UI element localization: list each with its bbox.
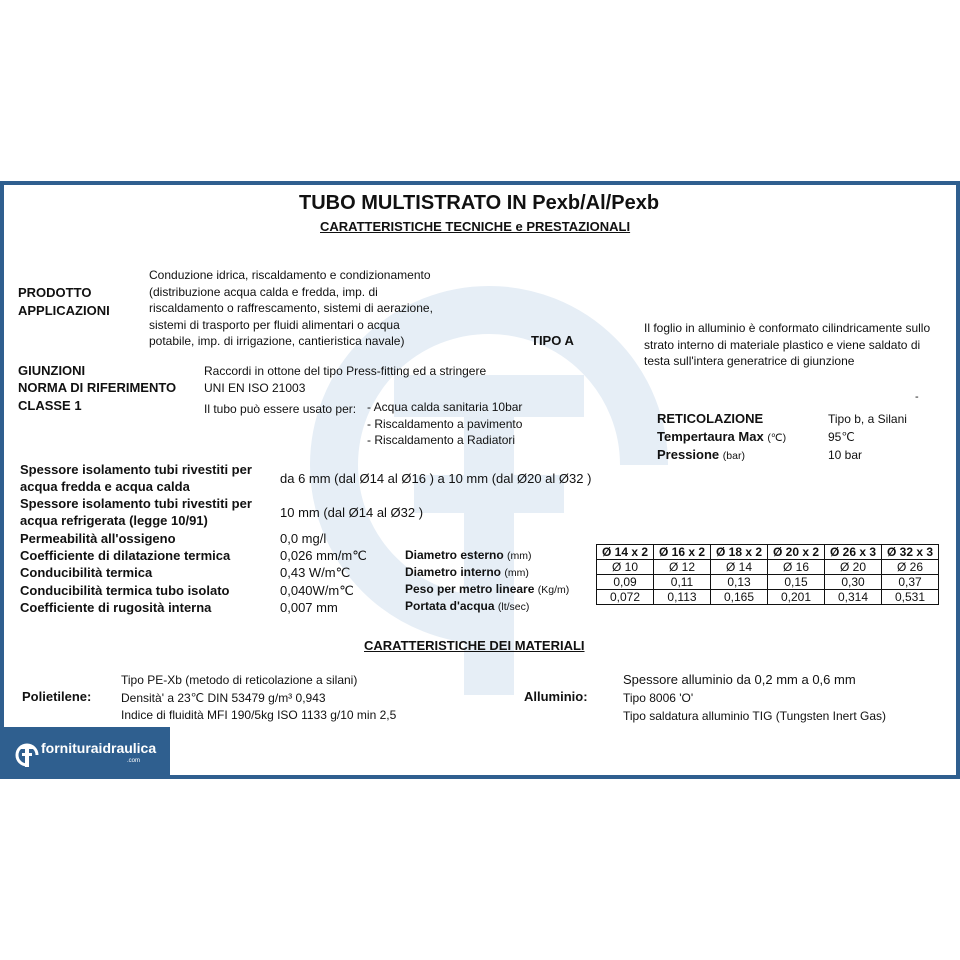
brand-mark-icon xyxy=(13,737,41,769)
norma-value: UNI EN ISO 21003 xyxy=(204,381,306,395)
table-cell: 0,314 xyxy=(825,590,882,605)
alluminio-line: Tipo 8006 'O' xyxy=(623,691,694,705)
classe-uses xyxy=(367,399,522,449)
isolamento-label-1: Spessore isolamento tubi rivestiti per acqua fredda e acqua calda xyxy=(20,462,252,494)
table-cell: Ø 26 x 3 xyxy=(825,545,882,560)
applicazioni-text xyxy=(149,267,433,350)
pressione-label: Pressione (bar) xyxy=(657,447,745,462)
property-label: Conducibilità termica tubo isolato xyxy=(20,582,230,598)
table-cell: 0,072 xyxy=(597,590,654,605)
reticolazione-label: RETICOLAZIONE xyxy=(657,411,764,426)
table-cell: Ø 20 xyxy=(825,560,882,575)
applicazioni-line: sistemi di trasporto per fluidi alimentari o acqua xyxy=(149,317,400,332)
property-value: 0,026 mm/m℃ xyxy=(280,548,367,564)
table-cell: Ø 16 x 2 xyxy=(654,545,711,560)
property-label: Coefficiente di rugosità interna xyxy=(20,599,212,615)
table-row xyxy=(597,560,939,575)
pressione-unit: (bar) xyxy=(722,450,745,462)
table-cell: 0,30 xyxy=(825,575,882,590)
alluminio-line: Tipo saldatura alluminio TIG (Tungsten Inert Gas) xyxy=(623,709,887,723)
temperatura-value: 95℃ xyxy=(828,430,855,444)
isolamento-value-2: 10 mm (dal Ø14 al Ø32 ) xyxy=(280,505,424,520)
row-label-peso: Peso per metro lineare (Kg/m) xyxy=(405,582,570,596)
temperatura-unit: (℃) xyxy=(767,432,787,444)
table-cell: 0,165 xyxy=(711,590,768,605)
properties-labels xyxy=(20,530,230,616)
property-value: 0,43 W/m℃ xyxy=(280,565,351,581)
tipo-label: TIPO A xyxy=(531,333,574,348)
table-cell: Ø 12 xyxy=(654,560,711,575)
materiali-heading: CARATTERISTICHE DEI MATERIALI xyxy=(364,638,585,653)
table-cell: Ø 26 xyxy=(882,560,939,575)
classe-use-item: - Riscaldamento a Radiatori xyxy=(367,433,516,447)
applicazioni-label: APPLICAZIONI xyxy=(18,303,110,318)
classe-use-item: - Riscaldamento a pavimento xyxy=(367,416,523,431)
alluminio-label: Alluminio: xyxy=(524,689,588,704)
brand-suffix: .com xyxy=(127,758,141,764)
table-header-row xyxy=(597,545,939,560)
pressione-value: 10 bar xyxy=(828,448,863,462)
tipo-line: testa sull'intera generatrice di giunzione xyxy=(644,354,855,368)
applicazioni-line: riscaldamento o raffrescamento, sistemi di aerazione, xyxy=(149,301,433,315)
table-cell: Ø 10 xyxy=(597,560,654,575)
brand-logo xyxy=(4,727,170,779)
isolamento-label-2: Spessore isolamento tubi rivestiti per acqua refrigerata (legge 10/91) xyxy=(20,496,252,528)
dimension-table xyxy=(596,544,939,605)
tipo-line: Il foglio in alluminio è conformato cilindricamente sullo xyxy=(644,321,931,335)
row-label-portata: Portata d'acqua (lt/sec) xyxy=(405,599,530,613)
page-subtitle: CARATTERISTICHE TECNICHE e PRESTAZIONALI xyxy=(320,219,631,234)
table-cell: Ø 14 x 2 xyxy=(597,545,654,560)
tipo-text xyxy=(644,320,930,370)
table-cell: Ø 18 x 2 xyxy=(711,545,768,560)
property-label: Conducibilità termica xyxy=(20,565,153,581)
applicazioni-line: Conduzione idrica, riscaldamento e condizionamento xyxy=(149,268,431,282)
polietilene-line: Densità' a 23℃ DIN 53479 g/m³ 0,943 xyxy=(121,690,326,705)
property-label: Permeabilità all'ossigeno xyxy=(20,531,176,546)
giunzioni-label: GIUNZIONI xyxy=(18,363,86,378)
table-cell: Ø 32 x 3 xyxy=(882,545,939,560)
prodotto-label: PRODOTTO xyxy=(18,285,92,300)
table-cell: 0,11 xyxy=(654,575,711,590)
table-cell: 0,09 xyxy=(597,575,654,590)
giunzioni-value: Raccordi in ottone del tipo Press-fitting ed a stringere xyxy=(204,364,487,378)
table-cell: 0,201 xyxy=(768,590,825,605)
polietilene-label: Polietilene: xyxy=(22,689,92,704)
applicazioni-line: (distribuzione acqua calda e fredda, imp. di xyxy=(149,284,378,299)
isolamento-value-1: da 6 mm (dal Ø14 al Ø16 ) a 10 mm (dal Ø20 al Ø32 ) xyxy=(280,471,592,486)
table-cell: 0,37 xyxy=(882,575,939,590)
dimension-row-labels xyxy=(405,547,569,615)
dash-mark: - xyxy=(915,391,919,403)
classe-use-item: - Acqua calda sanitaria 10bar xyxy=(367,400,523,414)
table-cell: 0,13 xyxy=(711,575,768,590)
polietilene-line: Tipo PE-Xb (metodo di reticolazione a silani) xyxy=(121,673,358,687)
alluminio-line: Spessore alluminio da 0,2 mm a 0,6 mm xyxy=(623,672,856,687)
property-value: 0,040W/m℃ xyxy=(280,582,354,598)
property-value: 0,0 mg/l xyxy=(280,531,327,546)
table-cell: Ø 16 xyxy=(768,560,825,575)
table-row xyxy=(597,590,939,605)
table-cell: 0,15 xyxy=(768,575,825,590)
polietilene-text xyxy=(121,672,396,725)
polietilene-line: Indice di fluidità MFI 190/5kg ISO 1133 g/10 min 2,5 xyxy=(121,708,397,722)
tipo-line: strato interno di materiale plastico e viene saldato di xyxy=(644,337,921,352)
page-title: TUBO MULTISTRATO IN Pexb/Al/Pexb xyxy=(299,192,660,214)
row-label-diametro-esterno: Diametro esterno (mm) xyxy=(405,548,532,562)
norma-label: NORMA DI RIFERIMENTO xyxy=(18,380,177,395)
technical-sheet xyxy=(0,181,960,779)
classe-label: CLASSE 1 xyxy=(18,398,82,413)
table-cell: 0,113 xyxy=(654,590,711,605)
table-cell: Ø 20 x 2 xyxy=(768,545,825,560)
table-cell: 0,531 xyxy=(882,590,939,605)
alluminio-text xyxy=(623,670,886,725)
reticolazione-value: Tipo b, a Silani xyxy=(828,412,907,426)
property-value: 0,007 mm xyxy=(280,599,338,615)
classe-intro: Il tubo può essere usato per: xyxy=(204,402,357,416)
table-cell: Ø 14 xyxy=(711,560,768,575)
brand-name: forniturаidraulica xyxy=(41,740,157,756)
property-label: Coefficiente di dilatazione termica xyxy=(20,548,231,564)
applicazioni-line: potabile, imp. di irrigazione, cantieristica navale) xyxy=(149,334,405,348)
row-label-diametro-interno: Diametro interno (mm) xyxy=(405,565,529,579)
table-row xyxy=(597,575,939,590)
properties-values xyxy=(280,530,367,616)
temperatura-label: Tempertaura Max (℃) xyxy=(657,429,787,444)
